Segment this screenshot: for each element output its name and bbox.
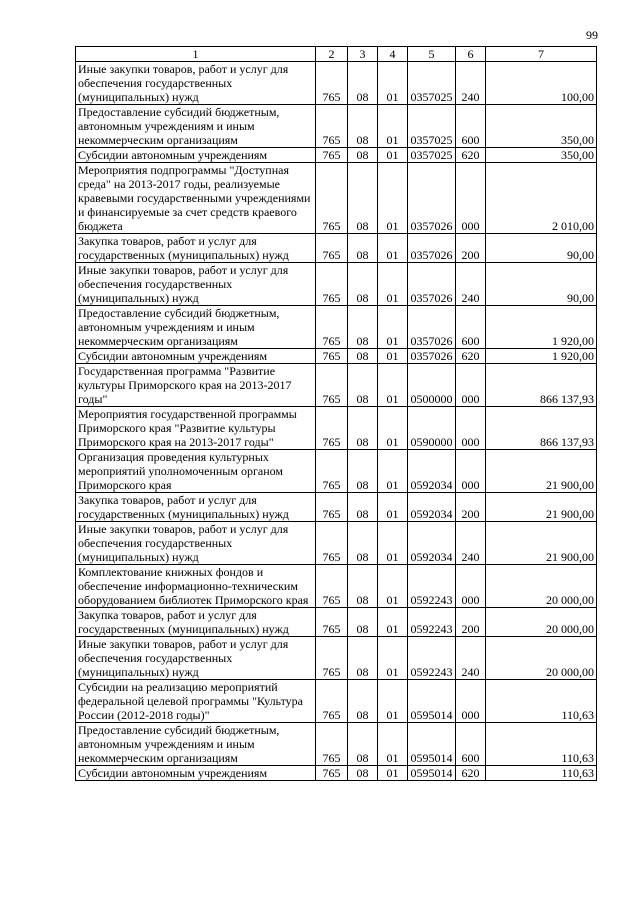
- expense-type-cell: 000: [456, 364, 486, 407]
- row-name-cell: Предоставление субсидий бюджетным, автономным учреждениям и иным некоммерческим организациям: [76, 306, 316, 349]
- amount-cell: 21 900,00: [486, 493, 597, 522]
- ministry-code-cell: 765: [316, 608, 348, 637]
- target-article-cell: 0592243: [408, 565, 456, 608]
- subsection-code-cell: 01: [378, 493, 408, 522]
- ministry-code-cell: 765: [316, 105, 348, 148]
- target-article-cell: 0357026: [408, 234, 456, 263]
- column-header: 6: [456, 47, 486, 62]
- amount-cell: 1 920,00: [486, 349, 597, 364]
- target-article-cell: 0357025: [408, 105, 456, 148]
- amount-cell: 21 900,00: [486, 522, 597, 565]
- subsection-code-cell: 01: [378, 522, 408, 565]
- subsection-code-cell: 01: [378, 263, 408, 306]
- row-name-cell: Иные закупки товаров, работ и услуг для обеспечения государственных (муниципальных) нужд: [76, 263, 316, 306]
- target-article-cell: 0595014: [408, 680, 456, 723]
- column-header: 5: [408, 47, 456, 62]
- amount-cell: 90,00: [486, 234, 597, 263]
- expense-type-cell: 600: [456, 105, 486, 148]
- table-row: [76, 522, 597, 565]
- subsection-code-cell: 01: [378, 163, 408, 234]
- row-name-cell: Закупка товаров, работ и услуг для государственных (муниципальных) нужд: [76, 234, 316, 263]
- row-name-cell: Комплектование книжных фондов и обеспечение информационно-техническим оборудованием библиотек Приморского края: [76, 565, 316, 608]
- ministry-code-cell: 765: [316, 766, 348, 781]
- subsection-code-cell: 01: [378, 364, 408, 407]
- table-row: [76, 680, 597, 723]
- expense-type-cell: 000: [456, 680, 486, 723]
- section-code-cell: 08: [348, 349, 378, 364]
- row-name-cell: Государственная программа "Развитие культуры Приморского края на 2013-2017 годы": [76, 364, 316, 407]
- expense-type-cell: 200: [456, 608, 486, 637]
- table-row: [76, 723, 597, 766]
- expense-type-cell: 000: [456, 450, 486, 493]
- section-code-cell: 08: [348, 163, 378, 234]
- subsection-code-cell: 01: [378, 105, 408, 148]
- target-article-cell: 0357026: [408, 163, 456, 234]
- subsection-code-cell: 01: [378, 680, 408, 723]
- target-article-cell: 0500000: [408, 364, 456, 407]
- target-article-cell: 0590000: [408, 407, 456, 450]
- amount-cell: 866 137,93: [486, 364, 597, 407]
- ministry-code-cell: 765: [316, 234, 348, 263]
- table-row: [76, 493, 597, 522]
- page-number: 99: [586, 28, 598, 42]
- table-row: [76, 407, 597, 450]
- ministry-code-cell: 765: [316, 163, 348, 234]
- section-code-cell: 08: [348, 263, 378, 306]
- row-name-cell: Организация проведения культурных мероприятий уполномоченным органом Приморского края: [76, 450, 316, 493]
- amount-cell: 20 000,00: [486, 608, 597, 637]
- expense-type-cell: 200: [456, 493, 486, 522]
- column-number-header-row: [76, 47, 597, 62]
- expense-type-cell: 240: [456, 637, 486, 680]
- section-code-cell: 08: [348, 234, 378, 263]
- table-row: [76, 349, 597, 364]
- section-code-cell: 08: [348, 105, 378, 148]
- subsection-code-cell: 01: [378, 62, 408, 105]
- target-article-cell: 0592243: [408, 608, 456, 637]
- row-name-cell: Предоставление субсидий бюджетным, автономным учреждениям и иным некоммерческим организациям: [76, 105, 316, 148]
- table-row: [76, 148, 597, 163]
- ministry-code-cell: 765: [316, 450, 348, 493]
- table-row: [76, 62, 597, 105]
- row-name-cell: Закупка товаров, работ и услуг для государственных (муниципальных) нужд: [76, 493, 316, 522]
- target-article-cell: 0592034: [408, 450, 456, 493]
- section-code-cell: 08: [348, 565, 378, 608]
- row-name-cell: Субсидии автономным учреждениям: [76, 148, 316, 163]
- expense-type-cell: 200: [456, 234, 486, 263]
- row-name-cell: Субсидии автономным учреждениям: [76, 766, 316, 781]
- section-code-cell: 08: [348, 407, 378, 450]
- section-code-cell: 08: [348, 306, 378, 349]
- section-code-cell: 08: [348, 364, 378, 407]
- budget-table: [75, 46, 597, 781]
- column-header: 4: [378, 47, 408, 62]
- amount-cell: 350,00: [486, 105, 597, 148]
- target-article-cell: 0357025: [408, 148, 456, 163]
- ministry-code-cell: 765: [316, 723, 348, 766]
- section-code-cell: 08: [348, 450, 378, 493]
- ministry-code-cell: 765: [316, 565, 348, 608]
- subsection-code-cell: 01: [378, 565, 408, 608]
- row-name-cell: Субсидии автономным учреждениям: [76, 349, 316, 364]
- ministry-code-cell: 765: [316, 148, 348, 163]
- ministry-code-cell: 765: [316, 62, 348, 105]
- target-article-cell: 0592034: [408, 522, 456, 565]
- subsection-code-cell: 01: [378, 407, 408, 450]
- ministry-code-cell: 765: [316, 493, 348, 522]
- target-article-cell: 0357026: [408, 306, 456, 349]
- expense-type-cell: 000: [456, 407, 486, 450]
- table-row: [76, 766, 597, 781]
- subsection-code-cell: 01: [378, 637, 408, 680]
- table-row: [76, 105, 597, 148]
- expense-type-cell: 240: [456, 62, 486, 105]
- table-row: [76, 263, 597, 306]
- expense-type-cell: 620: [456, 766, 486, 781]
- ministry-code-cell: 765: [316, 349, 348, 364]
- column-header: 2: [316, 47, 348, 62]
- ministry-code-cell: 765: [316, 522, 348, 565]
- row-name-cell: Мероприятия государственной программы Приморского края "Развитие культуры Приморского края на 2013-2017 годы": [76, 407, 316, 450]
- budget-table-body: [76, 62, 597, 781]
- ministry-code-cell: 765: [316, 364, 348, 407]
- section-code-cell: 08: [348, 493, 378, 522]
- ministry-code-cell: 765: [316, 306, 348, 349]
- expense-type-cell: 240: [456, 263, 486, 306]
- row-name-cell: Предоставление субсидий бюджетным, автономным учреждениям и иным некоммерческим организациям: [76, 723, 316, 766]
- amount-cell: 21 900,00: [486, 450, 597, 493]
- row-name-cell: Иные закупки товаров, работ и услуг для обеспечения государственных (муниципальных) нужд: [76, 62, 316, 105]
- amount-cell: 100,00: [486, 62, 597, 105]
- expense-type-cell: 240: [456, 522, 486, 565]
- column-header: 1: [76, 47, 316, 62]
- subsection-code-cell: 01: [378, 349, 408, 364]
- expense-type-cell: 620: [456, 148, 486, 163]
- column-header: 7: [486, 47, 597, 62]
- target-article-cell: 0595014: [408, 766, 456, 781]
- expense-type-cell: 600: [456, 723, 486, 766]
- table-row: [76, 450, 597, 493]
- amount-cell: 110,63: [486, 766, 597, 781]
- expense-type-cell: 620: [456, 349, 486, 364]
- section-code-cell: 08: [348, 148, 378, 163]
- subsection-code-cell: 01: [378, 766, 408, 781]
- amount-cell: 866 137,93: [486, 407, 597, 450]
- column-header: 3: [348, 47, 378, 62]
- table-row: [76, 565, 597, 608]
- row-name-cell: Субсидии на реализацию мероприятий федеральной целевой программы "Культура России (2012-2018 годы)": [76, 680, 316, 723]
- subsection-code-cell: 01: [378, 306, 408, 349]
- table-row: [76, 364, 597, 407]
- section-code-cell: 08: [348, 680, 378, 723]
- expense-type-cell: 600: [456, 306, 486, 349]
- amount-cell: 2 010,00: [486, 163, 597, 234]
- row-name-cell: Иные закупки товаров, работ и услуг для обеспечения государственных (муниципальных) нужд: [76, 522, 316, 565]
- amount-cell: 20 000,00: [486, 565, 597, 608]
- target-article-cell: 0592243: [408, 637, 456, 680]
- amount-cell: 20 000,00: [486, 637, 597, 680]
- amount-cell: 90,00: [486, 263, 597, 306]
- target-article-cell: 0595014: [408, 723, 456, 766]
- table-row: [76, 163, 597, 234]
- subsection-code-cell: 01: [378, 234, 408, 263]
- target-article-cell: 0592034: [408, 493, 456, 522]
- amount-cell: 1 920,00: [486, 306, 597, 349]
- amount-cell: 110,63: [486, 680, 597, 723]
- ministry-code-cell: 765: [316, 680, 348, 723]
- ministry-code-cell: 765: [316, 263, 348, 306]
- section-code-cell: 08: [348, 766, 378, 781]
- subsection-code-cell: 01: [378, 608, 408, 637]
- subsection-code-cell: 01: [378, 450, 408, 493]
- ministry-code-cell: 765: [316, 407, 348, 450]
- section-code-cell: 08: [348, 522, 378, 565]
- expense-type-cell: 000: [456, 163, 486, 234]
- amount-cell: 350,00: [486, 148, 597, 163]
- ministry-code-cell: 765: [316, 637, 348, 680]
- section-code-cell: 08: [348, 608, 378, 637]
- expense-type-cell: 000: [456, 565, 486, 608]
- row-name-cell: Мероприятия подпрограммы "Доступная среда" на 2013-2017 годы, реализуемые кравевыми государственными учреждениями и финансируемые за счет средств краевого бюджета: [76, 163, 316, 234]
- subsection-code-cell: 01: [378, 148, 408, 163]
- target-article-cell: 0357026: [408, 349, 456, 364]
- table-row: [76, 306, 597, 349]
- section-code-cell: 08: [348, 62, 378, 105]
- target-article-cell: 0357026: [408, 263, 456, 306]
- row-name-cell: Закупка товаров, работ и услуг для государственных (муниципальных) нужд: [76, 608, 316, 637]
- subsection-code-cell: 01: [378, 723, 408, 766]
- table-row: [76, 608, 597, 637]
- table-row: [76, 637, 597, 680]
- section-code-cell: 08: [348, 637, 378, 680]
- target-article-cell: 0357025: [408, 62, 456, 105]
- section-code-cell: 08: [348, 723, 378, 766]
- row-name-cell: Иные закупки товаров, работ и услуг для обеспечения государственных (муниципальных) нужд: [76, 637, 316, 680]
- table-row: [76, 234, 597, 263]
- amount-cell: 110,63: [486, 723, 597, 766]
